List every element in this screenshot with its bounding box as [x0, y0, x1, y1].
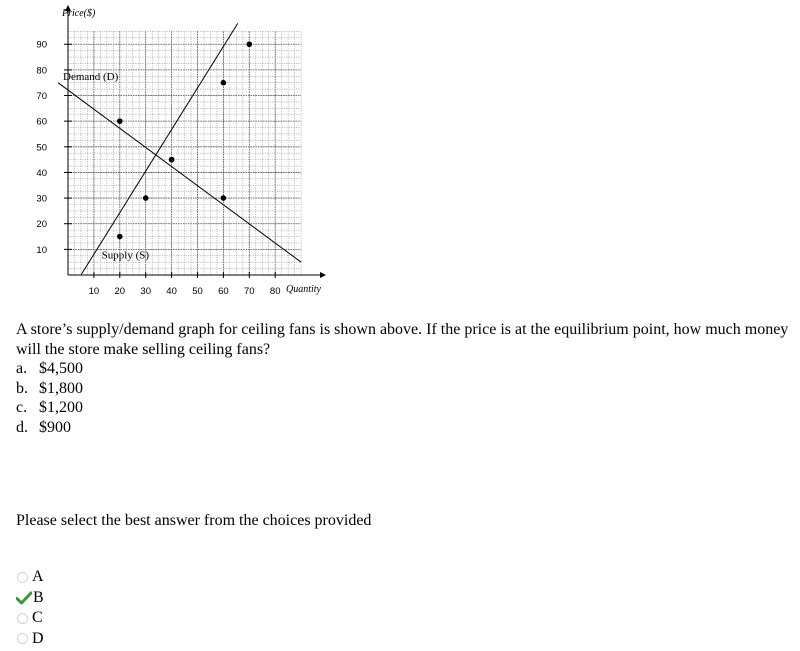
x-axis-arrow-icon	[320, 272, 326, 278]
checkmark-icon	[16, 591, 32, 605]
answer-option-text: $900	[39, 418, 71, 436]
answer-option-text: $1,800	[39, 379, 83, 397]
y-axis-label: Price($)	[62, 8, 96, 19]
series-label: Demand (D)	[63, 71, 119, 84]
series-label: Supply (S)	[101, 249, 150, 262]
data-point	[247, 41, 253, 47]
y-tick-label: 70	[36, 91, 47, 103]
answer-option	[16, 359, 800, 379]
data-point	[143, 195, 149, 201]
x-tick-label: 50	[192, 286, 203, 297]
y-tick-label: 40	[36, 167, 47, 179]
data-point	[221, 80, 227, 86]
x-tick-label: 10	[88, 286, 100, 297]
choice-d[interactable]	[17, 629, 44, 650]
y-tick-label: 10	[36, 244, 47, 256]
y-tick-label: 50	[36, 142, 47, 154]
chart-series	[58, 23, 301, 275]
choice-label: B	[33, 588, 44, 606]
choice-a[interactable]	[17, 567, 44, 588]
supply-demand-chart	[0, 0, 340, 300]
choice-label: D	[32, 629, 44, 647]
answer-options	[16, 359, 800, 437]
radio-button[interactable]	[17, 633, 28, 644]
x-tick-label: 80	[269, 286, 281, 297]
x-tick-label: 70	[244, 286, 255, 297]
answer-option	[16, 418, 800, 438]
y-tick-label: 90	[36, 39, 47, 51]
answer-option-letter: d.	[16, 418, 28, 436]
chart-grid	[68, 31, 301, 275]
x-tick-label: 60	[218, 286, 229, 297]
series-demand	[58, 71, 301, 262]
answer-option-text: $1,200	[39, 399, 83, 416]
x-axis-label: Quantity	[286, 284, 321, 295]
data-point	[117, 118, 123, 124]
series-line	[81, 23, 238, 275]
x-tick-label: 40	[166, 286, 177, 297]
choice-b[interactable]	[17, 588, 44, 609]
answer-option	[16, 398, 800, 418]
data-point	[169, 157, 175, 163]
answer-option	[16, 379, 800, 399]
data-point	[117, 234, 123, 240]
x-tick-label: 20	[114, 286, 126, 297]
x-tick-label: 30	[140, 286, 151, 297]
choice-list	[17, 567, 44, 649]
y-tick-label: 60	[36, 116, 47, 128]
instruction-text: Please select the best answer from the choices provided	[16, 512, 372, 529]
question-block	[16, 320, 800, 437]
radio-button[interactable]	[17, 613, 28, 624]
answer-option-letter: a.	[16, 360, 28, 377]
answer-option-letter: c.	[16, 399, 28, 416]
data-point	[221, 195, 227, 201]
choice-c[interactable]	[17, 608, 44, 629]
y-tick-label: 30	[36, 193, 47, 205]
y-tick-label: 80	[36, 65, 47, 77]
choice-label: C	[32, 609, 43, 627]
y-tick-label: 20	[36, 219, 47, 231]
choice-label: A	[32, 568, 44, 586]
answer-option-letter: b.	[16, 379, 28, 397]
radio-button[interactable]	[17, 572, 28, 583]
answer-option-text: $4,500	[39, 360, 83, 377]
question-text: A store’s supply/demand graph for ceiling fans is shown above. If the price is at the equilibrium point, how much money will the store make selling ceiling fans?	[16, 321, 789, 358]
